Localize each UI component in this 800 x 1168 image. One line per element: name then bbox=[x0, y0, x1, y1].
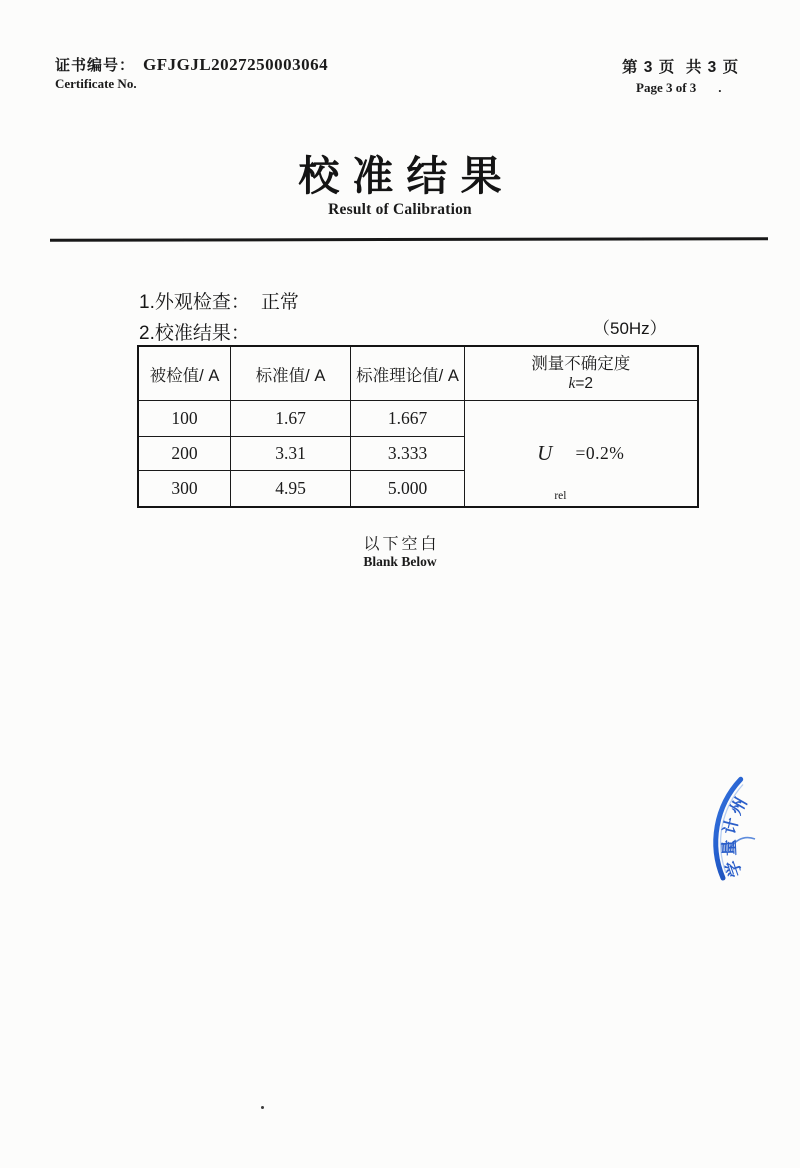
column-header-theoretical-value: 标准理论值/ A bbox=[351, 347, 465, 401]
page-indicator-dot: . bbox=[718, 80, 722, 95]
visual-check-label: 1.外观检查： bbox=[139, 292, 250, 313]
column-header-standard-value: 标准值/ A bbox=[231, 347, 351, 401]
table-cell-r3c2: 4.95 bbox=[231, 471, 351, 506]
table-cell-r1c3: 1.667 bbox=[351, 401, 465, 437]
calibration-results-table bbox=[137, 345, 699, 508]
certificate-number-label-en: Certificate No. bbox=[55, 76, 137, 91]
seal-graphic bbox=[698, 770, 800, 895]
uncertainty-symbol: U bbox=[537, 440, 553, 465]
coverage-factor-value: =2 bbox=[575, 375, 594, 393]
frequency-note: （50Hz） bbox=[593, 319, 667, 338]
column-header-tested-value: 被检值/ A bbox=[139, 347, 231, 401]
visual-check-line bbox=[139, 287, 299, 314]
scan-speck bbox=[261, 1106, 264, 1109]
table-cell-r2c3: 3.333 bbox=[351, 437, 465, 472]
visual-check-value: 正常 bbox=[260, 292, 299, 313]
page-title: 校准结果 bbox=[298, 153, 515, 199]
page-indicator-en: Page 3 of 3 bbox=[636, 80, 697, 95]
page-indicator-block bbox=[622, 55, 739, 96]
certificate-number-block bbox=[55, 54, 328, 92]
table-cell-r1c1: 100 bbox=[139, 401, 231, 437]
seal-text: 学量计州 bbox=[720, 791, 753, 880]
blank-below-note-cn: 以下空白 bbox=[363, 536, 440, 553]
title-divider bbox=[50, 237, 768, 241]
column-header-uncertainty bbox=[465, 347, 697, 401]
blank-below-note-en: Blank Below bbox=[363, 554, 437, 569]
uncertainty-subscript: rel bbox=[554, 489, 567, 502]
page-title-en: Result of Calibration bbox=[328, 201, 472, 218]
uncertainty-value-cell bbox=[465, 401, 697, 506]
calibration-result-label: 2.校准结果： bbox=[139, 323, 250, 344]
certificate-number-value: GFJGJL2027250003064 bbox=[143, 55, 329, 74]
table-cell-r3c3: 5.000 bbox=[351, 471, 465, 506]
coverage-factor-symbol: k bbox=[568, 375, 576, 393]
uncertainty-value: =0.2% bbox=[575, 442, 625, 463]
table-cell-r1c2: 1.67 bbox=[231, 401, 351, 437]
uncertainty-header-text: 测量不确定度 bbox=[531, 354, 631, 373]
page-indicator-cn: 第 3 页 共 3 页 bbox=[622, 59, 740, 76]
table-cell-r3c1: 300 bbox=[139, 471, 231, 506]
certificate-number-label: 证书编号： bbox=[55, 57, 136, 74]
calibration-result-line bbox=[139, 318, 250, 345]
official-seal-partial bbox=[698, 770, 800, 895]
table-cell-r2c1: 200 bbox=[139, 437, 231, 472]
table-cell-r2c2: 3.31 bbox=[231, 437, 351, 472]
